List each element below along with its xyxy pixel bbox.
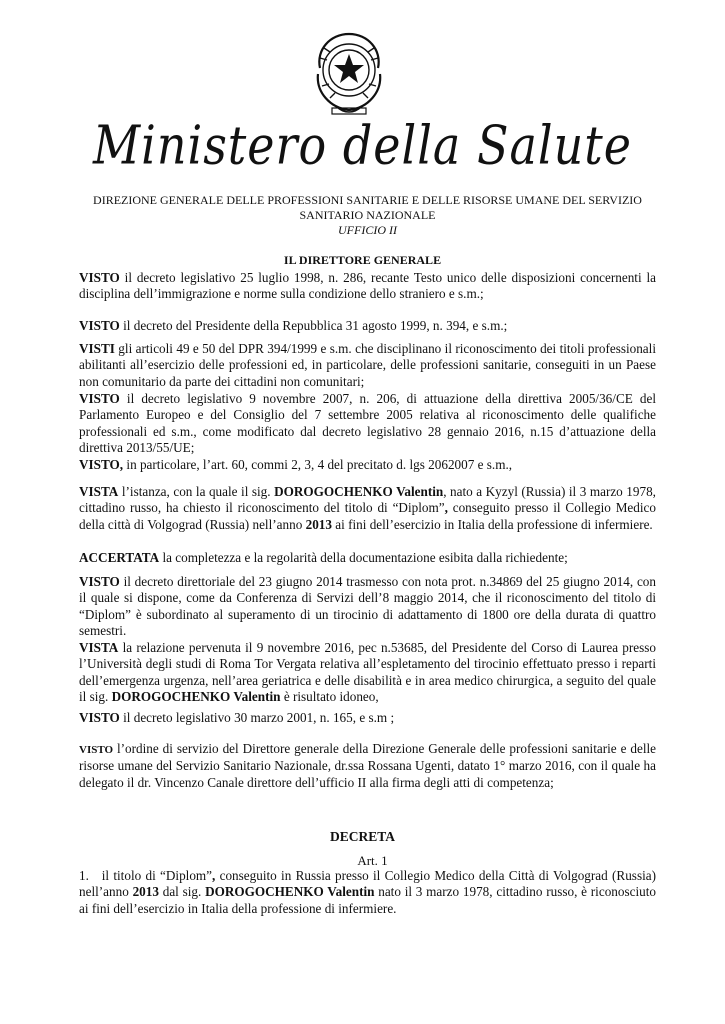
- paragraph-vista-istanza: VISTA l’istanza, con la quale il sig. DOROGOCHENKO Valentin, nato a Kyzyl (Russia) il 3 marzo 1978, cittadino russo, ha chiesto il riconoscimento del titolo di “Diplom”, conseguito presso il Collegio Medico della città di Volgograd (Russia) nell’anno 2013 ai fini dell’esercizio in Italia della professione di infermiere.: [79, 484, 656, 532]
- paragraph-visto-5: VISTO il decreto direttoriale del 23 giugno 2014 trasmesso con nota prot. n.34869 del 25 giugno 2014, con il quale si dispone, come da Conferenza di Servizi dell’8 maggio 2014, che il riconoscimento del titolo di “Diplom” è subordinato al superamento di un tirocinio di adattamento di 1800 ore della durata di quattro semestri.: [79, 574, 656, 638]
- paragraph-visto-4: VISTO, in particolare, l’art. 60, commi 2, 3, 4 del precitato d. lgs 2062007 e s.m.,: [79, 457, 513, 472]
- paragraph-visto-6: VISTO il decreto legislativo 30 marzo 2001, n. 165, e s.m ;: [79, 710, 395, 725]
- paragraph-visto-2: VISTO il decreto del Presidente della Repubblica 31 agosto 1999, n. 394, e s.m.;: [79, 318, 508, 333]
- italian-republic-emblem-icon: [306, 28, 392, 118]
- decreta-heading: DECRETA: [329, 829, 395, 844]
- paragraph-visto-1: VISTO il decreto legislativo 25 luglio 1998, n. 286, recante Testo unico delle disposizioni concernenti la disciplina dell’immigrazione e norme sulla condizione dello straniero e s.m.;: [79, 270, 656, 302]
- page-title: IL DIRETTORE GENERALE: [283, 253, 442, 267]
- ministry-name: Ministero della Salute: [93, 113, 632, 177]
- direction-line-1: DIREZIONE GENERALE DELLE PROFESSIONI SANITARIE E DELLE RISORSE UMANE DEL SERVIZIO: [93, 193, 642, 207]
- paragraph-vista-relazione: VISTA la relazione pervenuta il 9 novembre 2016, pec n.53685, del Presidente del Corso di Laurea presso l’Università degli studi di Roma Tor Vergata relativa all’espletamento del tirocinio effettuato presso i reparti dell’emergenza urgenza, nell’area geriatrica e delle disabilità e in area medico chirurgica, a seguito del quale il sig. DOROGOCHENKO Valentin è risultato idoneo,: [79, 640, 656, 704]
- direction-line-2: SANITARIO NAZIONALE: [299, 208, 436, 222]
- paragraph-visti: VISTI gli articoli 49 e 50 del DPR 394/1999 e s.m. che disciplinano il riconoscimento dei titoli professionali abilitanti all’esercizio delle professioni ed, in particolare, delle professioni sanitarie, conseguiti in un Paese non comunitario da parte dei cittadini non comunitari;: [79, 341, 656, 389]
- office-label: UFFICIO II: [338, 223, 397, 237]
- article-label: Art. 1: [357, 853, 388, 868]
- article-1-text: 1. il titolo di “Diplom”, conseguito in Russia presso il Collegio Medico della Città di Volgograd (Russia) nell’anno 2013 dal sig. DOROGOCHENKO Valentin nato il 3 marzo 1978, cittadino russo, è riconosciuto ai fini dell’esercizio in Italia della professione di infermiere.: [79, 868, 656, 916]
- paragraph-visto-7: VISTO l’ordine di servizio del Direttore generale della Direzione Generale delle professioni sanitarie e delle risorse umane del Servizio Sanitario Nazionale, dr.ssa Rossana Ugenti, datato 1° marzo 2016, con il quale ha delegato il dr. Vincenzo Canale direttore dell’ufficio II alla firma degli atti di competenza;: [79, 741, 656, 790]
- paragraph-visto-3: VISTO il decreto legislativo 9 novembre 2007, n. 206, di attuazione della direttiva 2005/36/CE del Parlamento Europeo e del Consiglio del 7 settembre 2005 relativa al riconoscimento delle qualifiche professionali ed s.m., come modificato dal decreto legislativo 28 gennaio 2016, n.15 d’attuazione della direttiva 2013/55/UE;: [79, 391, 656, 455]
- paragraph-accertata: ACCERTATA la completezza e la regolarità della documentazione esibita dalla richiedente;: [79, 550, 568, 565]
- direction-header: [80, 193, 655, 238]
